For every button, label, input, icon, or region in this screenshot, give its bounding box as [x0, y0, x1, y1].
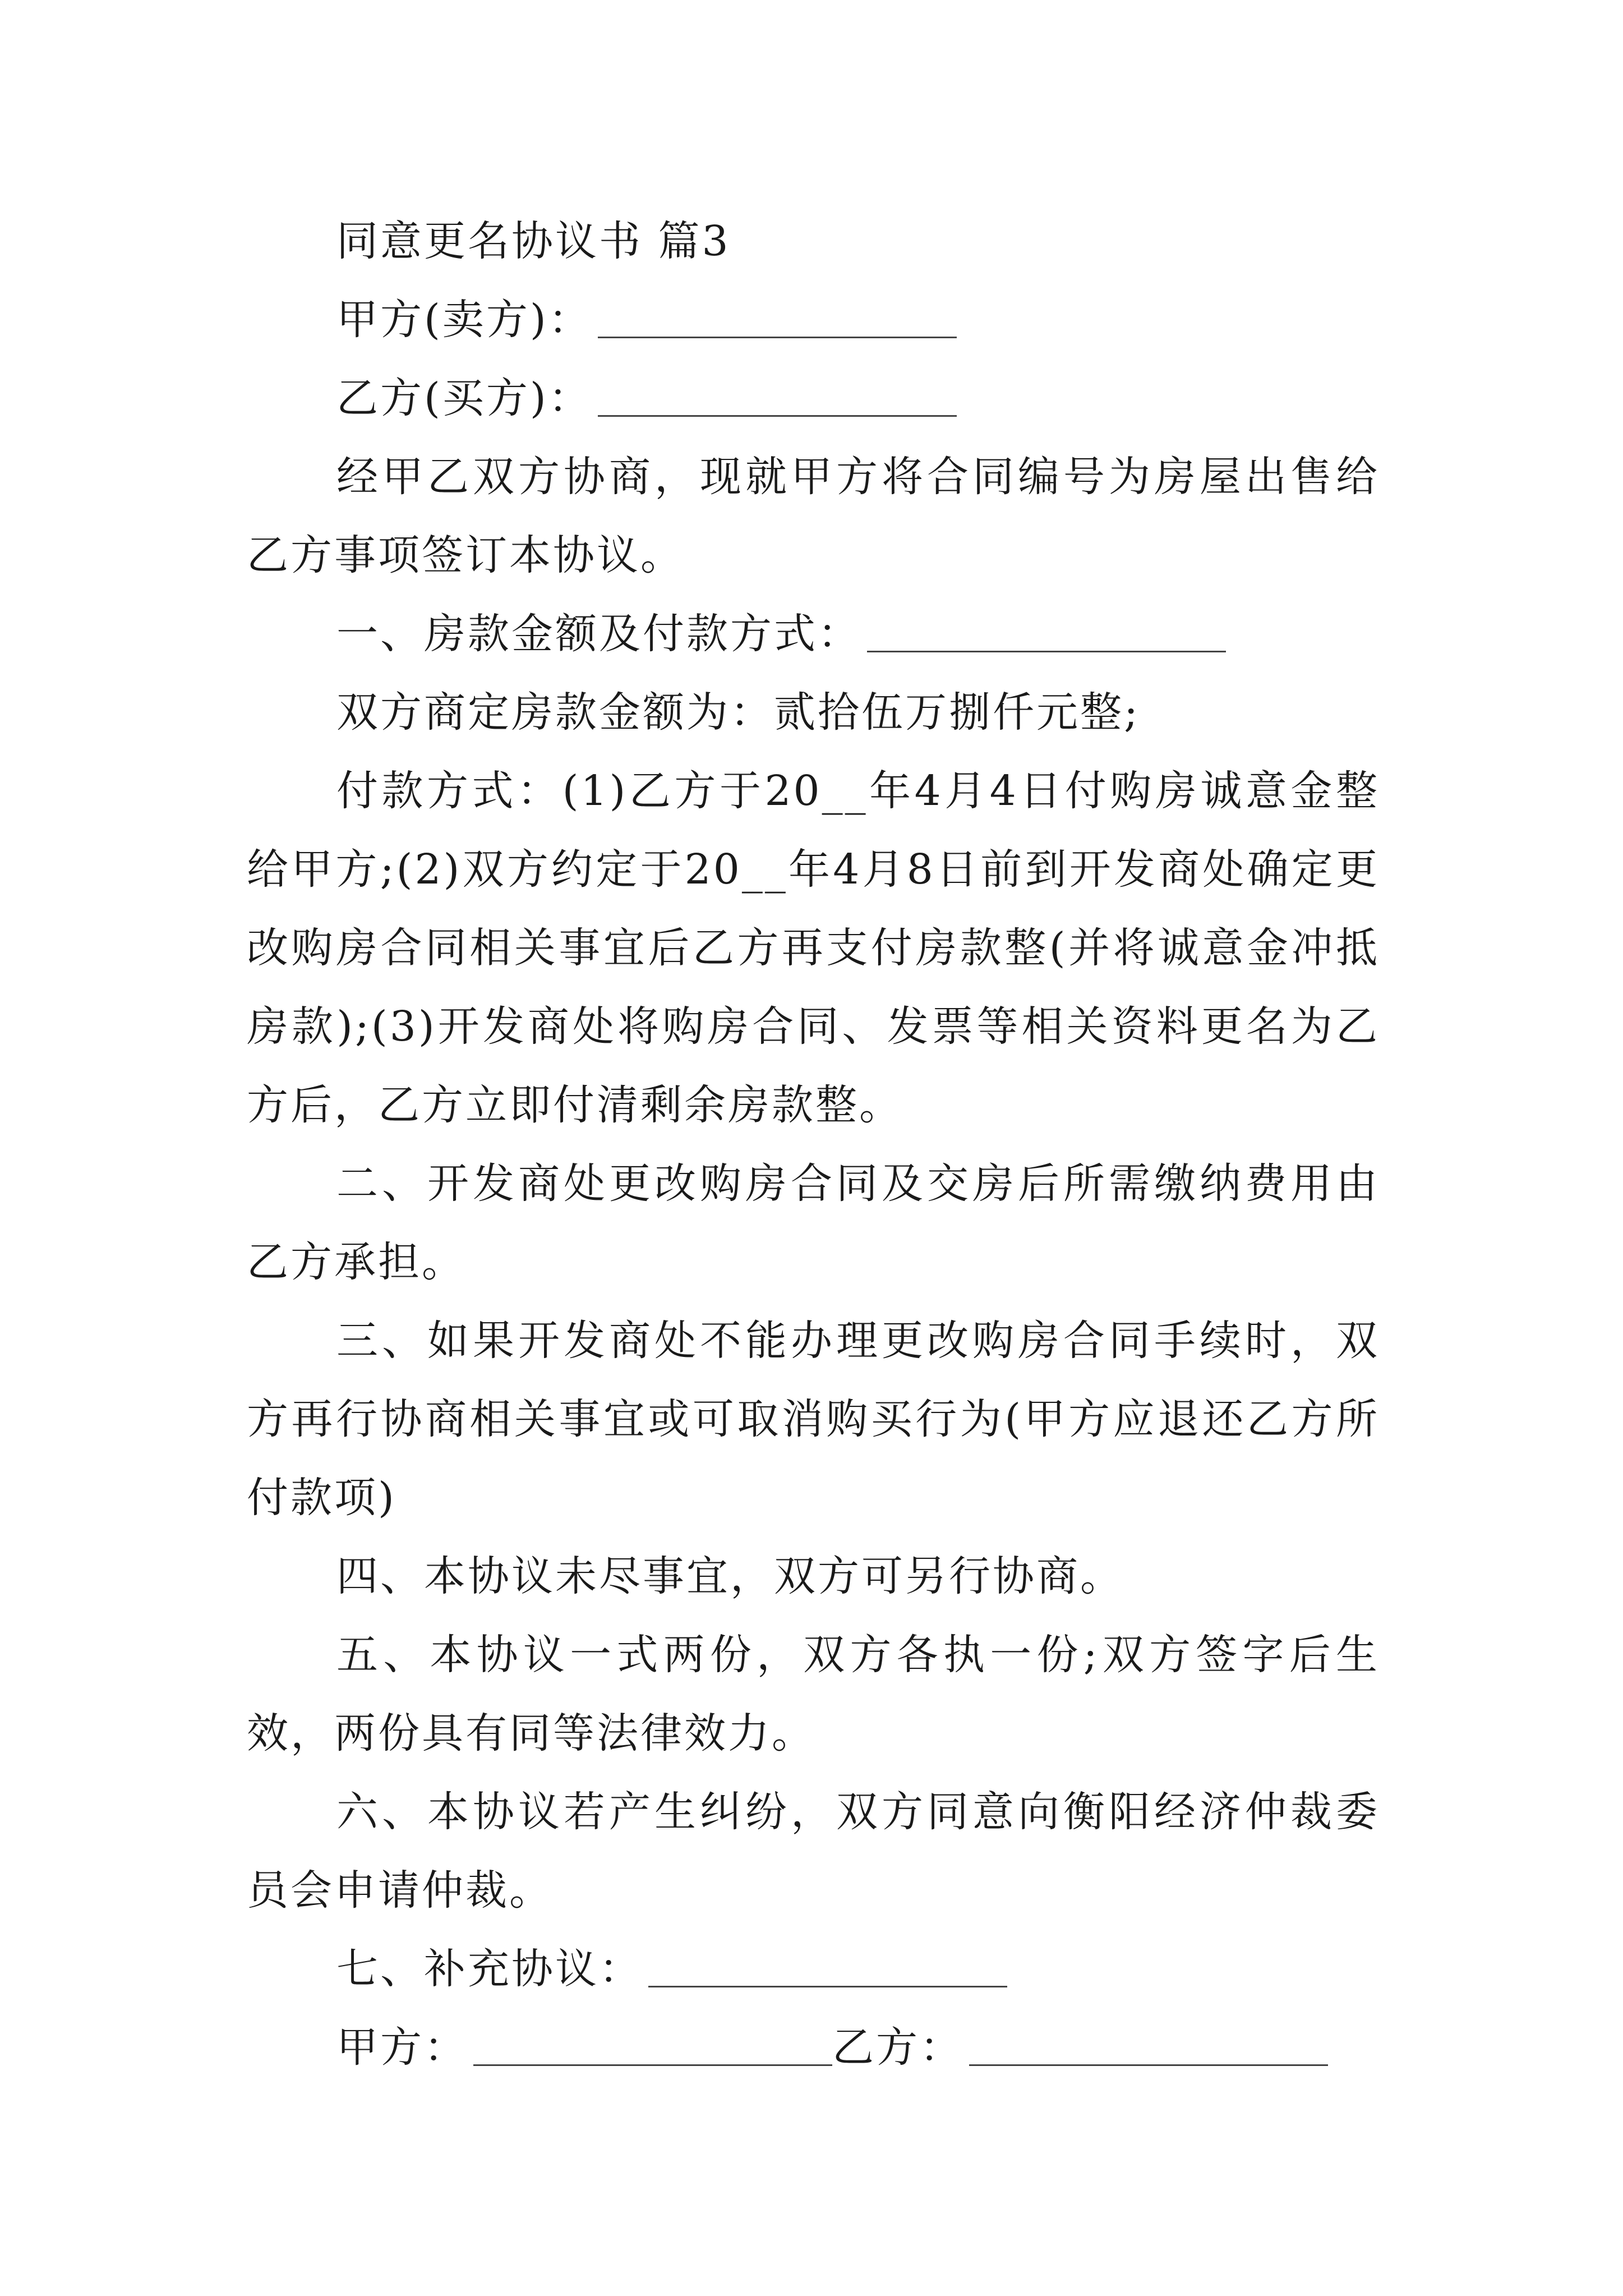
clause-1-line [247, 595, 1380, 673]
document-title: 同意更名协议书 篇3 [336, 217, 731, 265]
signature-row [247, 2008, 1380, 2087]
payment-paragraph: 付款方式：(1)乙方于20__年4月4日付购房诚意金整给甲方;(2)双方约定于20__年4月8日前到开发商处确定更改购房合同相关事宜后乙方再支付房款整(并将诚意金冲抵房款);(3)开发商处将购房合同、发票等相关资料更名为乙方后，乙方立即付清剩余房款整。 [247, 767, 1380, 1129]
intro-paragraph: 经甲乙双方协商，现就甲方将合同编号为房屋出售给乙方事项签订本协议。 [247, 453, 1380, 579]
amount-paragraph: 双方商定房款金额为：贰拾伍万捌仟元整; [336, 688, 1140, 737]
party-a-line [247, 280, 1380, 359]
sign-a-label: 甲方： [336, 2023, 468, 2072]
clause-7-line [247, 1930, 1380, 2008]
party-b-line [247, 359, 1380, 438]
party-b-blank [598, 376, 957, 417]
clause-1-blank [867, 611, 1226, 652]
sign-a-blank [473, 2025, 832, 2066]
sign-b-blank [969, 2025, 1328, 2066]
party-a-blank [598, 297, 957, 338]
clause-1-label: 一、房款金额及付款方式： [336, 610, 861, 658]
sign-b-label: 乙方： [832, 2023, 963, 2072]
clause-5-paragraph: 五、本协议一式两份，双方各执一份;双方签字后生效，两份具有同等法律效力。 [247, 1631, 1380, 1757]
party-b-label: 乙方(买方)： [336, 374, 592, 422]
clause-7-label: 七、补充协议： [336, 1945, 643, 1993]
clause-2-paragraph: 二、开发商处更改购房合同及交房后所需缴纳费用由乙方承担。 [247, 1159, 1380, 1286]
clause-4-paragraph: 四、本协议未尽事宜，双方可另行协商。 [336, 1552, 1124, 1600]
clause-6-paragraph: 六、本协议若产生纠纷，双方同意向衡阳经济仲裁委员会申请仲裁。 [247, 1788, 1380, 1915]
clause-7-blank [648, 1947, 1007, 1987]
agreement-body [247, 202, 1380, 2087]
clause-3-paragraph: 三、如果开发商处不能办理更改购房合同手续时，双方再行协商相关事宜或可取消购买行为(甲方应退还乙方所付款项) [247, 1317, 1380, 1522]
party-a-label: 甲方(卖方)： [336, 296, 592, 344]
